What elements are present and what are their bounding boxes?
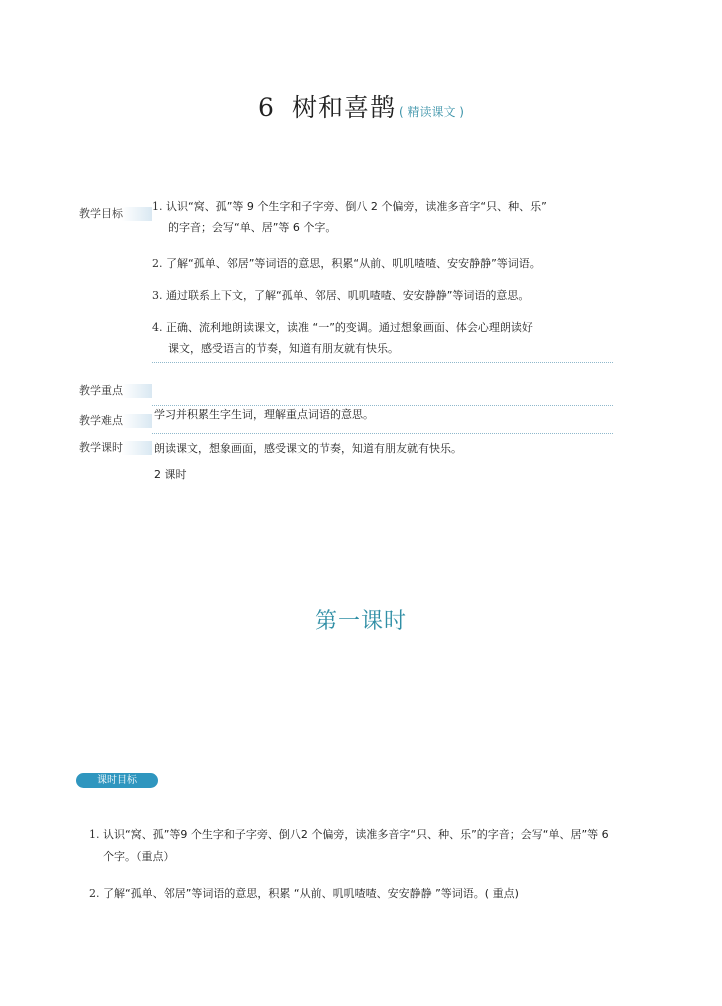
objective-3 <box>152 289 529 303</box>
lesson-number: 6 <box>258 93 274 122</box>
objective-1-line-1: 认识“窝、孤”等 9 个生字和子字旁、倒八 2 个偏旁，读准多音字“只、种、乐” <box>166 200 547 213</box>
lesson-goal-1-continued: 个字。（重点） <box>103 850 175 863</box>
objective-2 <box>152 257 541 271</box>
objective-1-number: 1. <box>152 200 163 213</box>
difficulties-text: 朗读课文，想象画面，感受课文的节奏，知道有朋友就有快乐。 <box>154 442 462 455</box>
objective-3-number: 3. <box>152 289 163 302</box>
lesson-goal-1-number: 1. <box>89 828 100 841</box>
lesson-goal-2 <box>89 887 519 901</box>
objective-4-line-1: 正确、流利地朗读课文，读准 “一”的变调。通过想象画面、体会心理朗读好 <box>166 321 533 334</box>
divider <box>152 362 613 363</box>
keypoints-label: 教学重点 <box>77 384 152 398</box>
objectives-label: 教学目标 <box>77 207 152 221</box>
lesson-goal-1-line-1: 认识“窝、孤”等9 个生字和子字旁、倒八2 个偏旁，读准多音字“只、种、乐”的字音；会写“单、居”等 6 <box>103 828 609 841</box>
difficulties-label: 教学难点 <box>77 414 152 428</box>
divider <box>152 405 613 406</box>
lesson-goals-badge: 课时目标 <box>76 773 158 788</box>
page-title <box>0 88 722 124</box>
objective-2-number: 2. <box>152 257 163 270</box>
lesson-goal-2-line-1: 了解“孤单、邻居”等词语的意思，积累 “从前、叽叽喳喳、安安静静 ”等词语。( 重点) <box>103 887 519 900</box>
lesson-period-heading: 第一课时 <box>314 609 407 634</box>
periods-text: 2 课时 <box>154 468 187 481</box>
periods-label: 教学课时 <box>77 441 152 455</box>
lesson-goal-1 <box>89 828 609 842</box>
objective-4 <box>152 321 533 335</box>
keypoints-text: 学习并积累生字生词，理解重点词语的意思。 <box>154 408 374 421</box>
lesson-type-tag: ( 精读课文 ) <box>398 105 464 119</box>
lesson-goal-2-number: 2. <box>89 887 100 900</box>
objective-2-line-1: 了解“孤单、邻居”等词语的意思，积累“从前、叽叽喳喳、安安静静”等词语。 <box>166 257 541 270</box>
divider <box>152 433 613 434</box>
objective-4-continued: 课文，感受语言的节奏，知道有朋友就有快乐。 <box>168 342 399 355</box>
objective-4-number: 4. <box>152 321 163 334</box>
objective-1-continued: 的字音；会写“单、居”等 6 个字。 <box>168 221 337 234</box>
objective-1 <box>152 200 547 214</box>
lesson-title: 树和喜鹊 <box>291 93 396 122</box>
objective-3-line-1: 通过联系上下文，了解“孤单、邻居、叽叽喳喳、安安静静”等词语的意思。 <box>166 289 530 302</box>
